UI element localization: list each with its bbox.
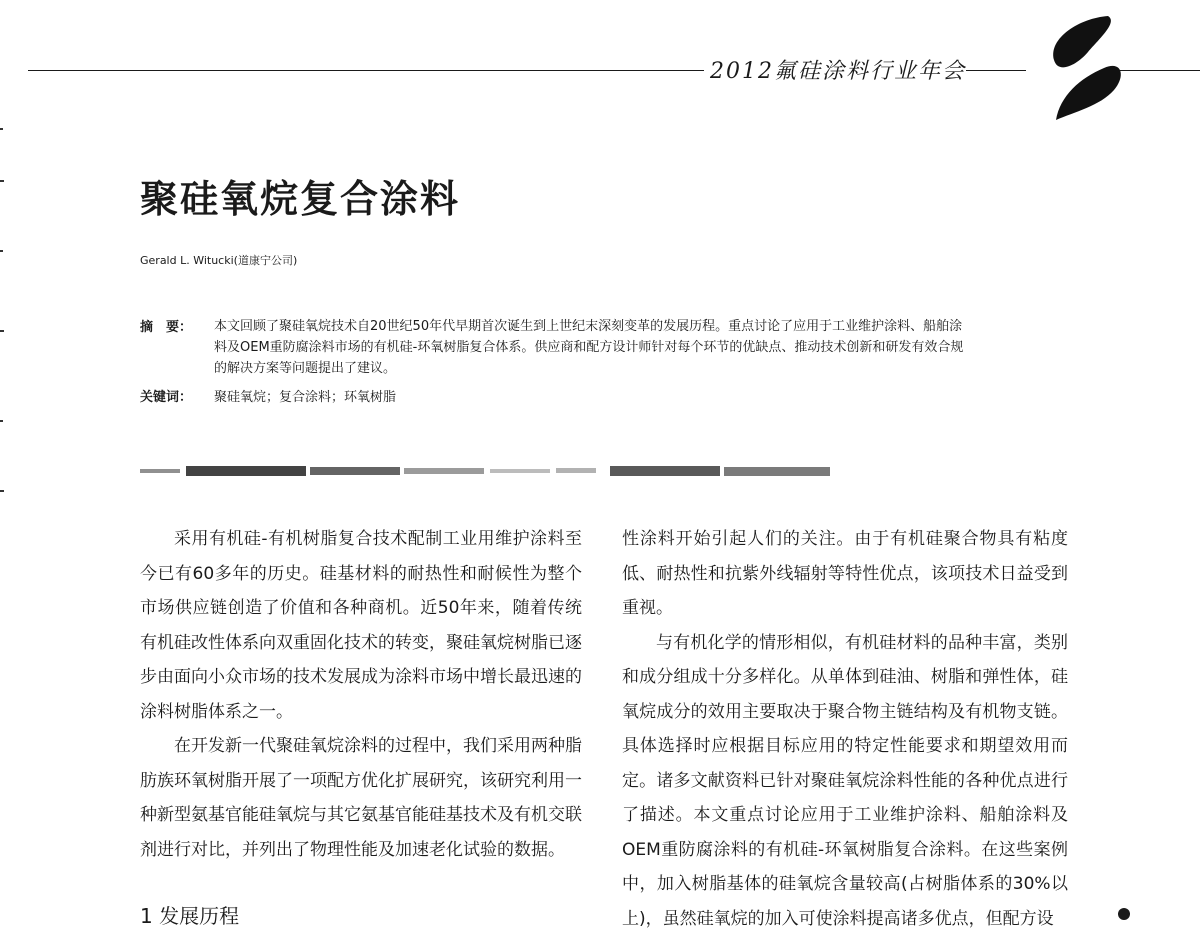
body-paragraph: 在开发新一代聚硅氧烷涂料的过程中，我们采用两种脂肪族环氧树脂开展了一项配方优化扩展研究，该研究利用一种新型氨基官能硅氧烷与其它氨基官能硅基技术及有机交联剂进行对比，并列出了物理性能及加速老化试验的数据。 (140, 736, 582, 860)
header-rule-right (1120, 70, 1200, 71)
scan-noise-strip (140, 462, 840, 480)
article-title: 聚硅氧烷复合涂料 (140, 177, 461, 221)
keywords-text: 聚硅氧烷；复合涂料；环氧树脂 (214, 390, 397, 405)
keywords-label: 关键词： (140, 390, 193, 405)
section-heading: 1 发展历程 (140, 904, 240, 928)
abstract-text: 本文回顾了聚硅氧烷技术自20世纪50年代早期首次诞生到上世纪末深刻变革的发展历程。重点讨论了应用于工业维护涂料、船舶涂料及OEM重防腐涂料市场的有机硅-环氧树脂复合体系。供应商和配方设计师针对每个环节的优缺点、推动技术创新和研发有效合规的解决方案等问题提出了建议。 (214, 319, 964, 376)
header-rule-left (28, 70, 704, 71)
margin-scan-marks (0, 120, 14, 540)
author-line: Gerald L. Witucki(道康宁公司) (140, 254, 298, 267)
body-paragraph: 与有机化学的情形相似，有机硅材料的品种丰富，类别和成分组成十分多样化。从单体到硅油、树脂和弹性体，硅氧烷成分的效用主要取决于聚合物主链结构及有机物支链。具体选择时应根据目标应用的特定性能要求和期望效用而定。诸多文献资料已针对聚硅氧烷涂料性能的各种优点进行了描述。本文重点讨论应用于工业维护涂料、船舶涂料及OEM重防腐涂料的有机硅-环氧树脂复合涂料。在这些案例中，加入树脂基体的硅氧烷含量较高(占树脂体系的30%以上)，虽然硅氧烷的加入可使涂料提高诸多优点，但配方设 (622, 632, 1068, 929)
body-column-right (622, 522, 1068, 936)
body-column-left (140, 522, 582, 867)
body-paragraph: 采用有机硅-有机树脂复合技术配制工业用维护涂料至今已有60多年的历史。硅基材料的耐热性和耐候性为整个市场供应链创造了价值和各种商机。近50年来，随着传统有机硅改性体系向双重固化技术的转变，聚硅氧烷树脂已逐步由面向小众市场的技术发展成为涂料市场中增长最迅速的涂料树脂体系之一。 (140, 529, 582, 722)
bullet-dot (1118, 908, 1130, 920)
body-paragraph: 性涂料开始引起人们的关注。由于有机硅聚合物具有粘度低、耐热性和抗紫外线辐射等特性优点，该项技术日益受到重视。 (622, 529, 1068, 618)
journal-header-title: 2012氟硅涂料行业年会 (710, 59, 966, 84)
abstract-label: 摘 要： (140, 320, 193, 335)
header-rule-mid (966, 70, 1026, 71)
conference-logo-icon (1030, 8, 1130, 128)
